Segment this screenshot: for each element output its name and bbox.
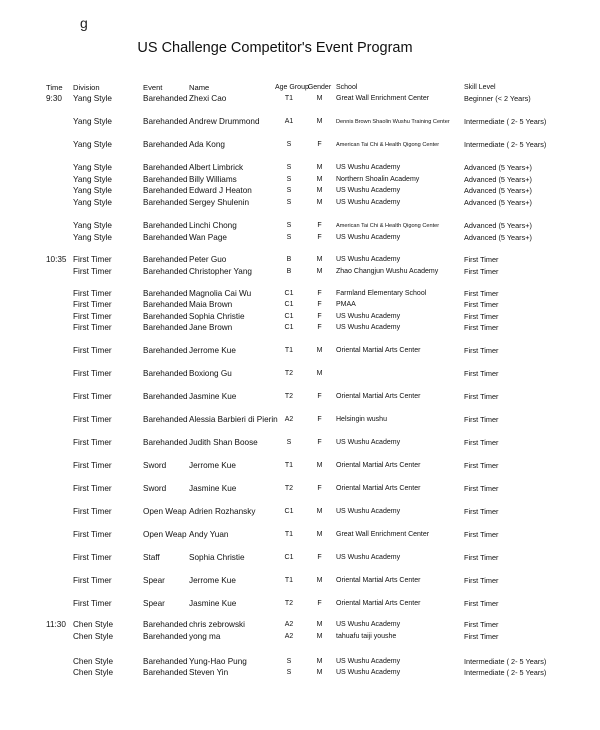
cell-division: First Timer xyxy=(73,576,112,585)
cell-event: Barehanded xyxy=(143,300,188,309)
cell-age-group: S xyxy=(286,141,292,148)
cell-division: First Timer xyxy=(73,438,112,447)
cell-event: Staff xyxy=(143,553,160,562)
cell-division: First Timer xyxy=(73,507,112,516)
cell-school: US Wushu Academy xyxy=(336,439,401,446)
cell-skill-level: Advanced (5 Years+) xyxy=(464,221,532,230)
cell-division: First Timer xyxy=(73,255,112,264)
cell-age-group: C1 xyxy=(284,554,294,561)
cell-name: Sophia Christie xyxy=(189,312,245,321)
cell-event: Barehanded xyxy=(143,312,188,321)
cell-name: Judith Shan Boose xyxy=(189,438,258,447)
cell-event: Spear xyxy=(143,599,165,608)
cell-skill-level: First Timer xyxy=(464,484,499,493)
cell-time: 11:30 xyxy=(46,620,66,629)
cell-school: Oriental Martial Arts Center xyxy=(336,393,421,400)
cell-division: Yang Style xyxy=(73,163,112,172)
cell-event: Barehanded xyxy=(143,198,188,207)
cell-age-group: S xyxy=(286,439,292,446)
cell-division: First Timer xyxy=(73,369,112,378)
cell-school: US Wushu Academy xyxy=(336,658,401,665)
table-row xyxy=(0,116,600,128)
cell-division: First Timer xyxy=(73,415,112,424)
cell-division: First Timer xyxy=(73,530,112,539)
cell-division: First Timer xyxy=(73,323,112,332)
cell-event: Barehanded xyxy=(143,620,188,629)
cell-age-group: A2 xyxy=(284,633,294,640)
cell-school: US Wushu Academy xyxy=(336,199,401,206)
cell-gender: F xyxy=(317,439,322,446)
table-row xyxy=(0,93,600,105)
table-row xyxy=(0,414,600,426)
cell-school: Great Wall Enrichment Center xyxy=(336,95,430,102)
cell-skill-level: Advanced (5 Years+) xyxy=(464,163,532,172)
cell-gender: M xyxy=(316,268,323,275)
cell-school: Dennis Brown Shaolin Wushu Training Center xyxy=(336,119,450,125)
cell-skill-level: First Timer xyxy=(464,461,499,470)
cell-division: First Timer xyxy=(73,461,112,470)
cell-event: Barehanded xyxy=(143,668,188,677)
cell-event: Barehanded xyxy=(143,117,188,126)
table-row xyxy=(0,220,600,232)
header-age-group: Age Group xyxy=(275,84,309,91)
table-row xyxy=(0,299,600,311)
cell-gender: F xyxy=(317,141,322,148)
cell-skill-level: First Timer xyxy=(464,323,499,332)
cell-event: Open Weap xyxy=(143,507,187,516)
cell-school: Helsingin wushu xyxy=(336,416,387,423)
cell-name: chris zebrowski xyxy=(189,620,245,629)
cell-gender: F xyxy=(317,290,322,297)
cell-age-group: S xyxy=(286,187,292,194)
cell-time: 10:35 xyxy=(46,255,67,264)
cell-skill-level: Intermediate ( 2- 5 Years) xyxy=(464,657,547,666)
cell-school: Great Wall Enrichment Center xyxy=(336,531,430,538)
cell-name: Jasmine Kue xyxy=(189,599,237,608)
cell-name: Jasmine Kue xyxy=(189,484,237,493)
table-row xyxy=(0,232,600,244)
cell-skill-level: Beginner (< 2 Years) xyxy=(464,94,531,103)
cell-skill-level: First Timer xyxy=(464,530,499,539)
table-row xyxy=(0,254,600,266)
cell-name: Jane Brown xyxy=(189,323,233,332)
cell-age-group: S xyxy=(286,199,292,206)
cell-name: Wan Page xyxy=(189,233,227,242)
cell-event: Barehanded xyxy=(143,438,188,447)
cell-division: Yang Style xyxy=(73,233,112,242)
cell-school: US Wushu Academy xyxy=(336,313,401,320)
cell-age-group: C1 xyxy=(284,290,294,297)
cell-skill-level: Advanced (5 Years+) xyxy=(464,233,532,242)
cell-name: Linchi Chong xyxy=(189,221,237,230)
cell-age-group: C1 xyxy=(284,313,294,320)
cell-event: Barehanded xyxy=(143,233,188,242)
header-school: School xyxy=(336,84,358,91)
cell-age-group: T1 xyxy=(284,577,294,584)
cell-school: US Wushu Academy xyxy=(336,164,401,171)
cell-name: Christopher Yang xyxy=(189,267,252,276)
cell-age-group: S xyxy=(286,234,292,241)
cell-division: Yang Style xyxy=(73,198,112,207)
table-row xyxy=(0,460,600,472)
cell-age-group: S xyxy=(286,669,292,676)
cell-skill-level: First Timer xyxy=(464,346,499,355)
table-row xyxy=(0,197,600,209)
cell-event: Open Weap xyxy=(143,530,187,539)
cell-gender: M xyxy=(316,370,323,377)
cell-age-group: A2 xyxy=(284,621,294,628)
cell-division: First Timer xyxy=(73,484,112,493)
cell-name: Jerrome Kue xyxy=(189,346,236,355)
cell-age-group: C1 xyxy=(284,508,294,515)
cell-division: Yang Style xyxy=(73,117,112,126)
cell-name: Jerrome Kue xyxy=(189,461,236,470)
cell-school: Oriental Martial Arts Center xyxy=(336,462,421,469)
cell-gender: F xyxy=(317,554,322,561)
cell-age-group: T2 xyxy=(284,600,294,607)
table-row xyxy=(0,266,600,278)
cell-skill-level: Advanced (5 Years+) xyxy=(464,186,532,195)
cell-division: First Timer xyxy=(73,599,112,608)
table-row xyxy=(0,391,600,403)
cell-event: Barehanded xyxy=(143,632,188,641)
cell-school: Farmland Elementary School xyxy=(336,290,427,297)
document-title: US Challenge Competitor's Event Program xyxy=(137,40,413,56)
cell-event: Barehanded xyxy=(143,415,188,424)
cell-school: tahuafu taiji youshe xyxy=(336,633,397,640)
cell-gender: F xyxy=(317,234,322,241)
cell-event: Barehanded xyxy=(143,255,188,264)
cell-event: Barehanded xyxy=(143,289,188,298)
cell-name: Adrien Rozhansky xyxy=(189,507,256,516)
cell-division: Yang Style xyxy=(73,186,112,195)
cell-skill-level: Intermediate ( 2- 5 Years) xyxy=(464,668,547,677)
table-row xyxy=(0,506,600,518)
cell-age-group: T2 xyxy=(284,485,294,492)
cell-event: Barehanded xyxy=(143,140,188,149)
cell-school: US Wushu Academy xyxy=(336,554,401,561)
cell-school: US Wushu Academy xyxy=(336,256,401,263)
table-row xyxy=(0,345,600,357)
cell-school: American Tai Chi & Health Qigong Center xyxy=(336,142,440,148)
cell-skill-level: First Timer xyxy=(464,300,499,309)
cell-school: US Wushu Academy xyxy=(336,621,401,628)
cell-event: Spear xyxy=(143,576,165,585)
cell-gender: M xyxy=(316,508,323,515)
cell-event: Barehanded xyxy=(143,323,188,332)
cell-division: First Timer xyxy=(73,267,112,276)
cell-gender: M xyxy=(316,176,323,183)
cell-gender: M xyxy=(316,658,323,665)
cell-division: First Timer xyxy=(73,346,112,355)
cell-gender: M xyxy=(316,164,323,171)
cell-event: Sword xyxy=(143,484,167,493)
cell-skill-level: Advanced (5 Years+) xyxy=(464,198,532,207)
cell-division: First Timer xyxy=(73,392,112,401)
cell-name: yong ma xyxy=(189,632,221,641)
cell-gender: F xyxy=(317,485,322,492)
cell-event: Barehanded xyxy=(143,94,188,103)
cell-skill-level: First Timer xyxy=(464,507,499,516)
table-row xyxy=(0,437,600,449)
header-event: Event xyxy=(143,83,163,92)
table-row xyxy=(0,483,600,495)
cell-skill-level: First Timer xyxy=(464,267,499,276)
cell-skill-level: First Timer xyxy=(464,289,499,298)
cell-age-group: B xyxy=(286,256,292,263)
cell-skill-level: First Timer xyxy=(464,599,499,608)
cell-name: Boxiong Gu xyxy=(189,369,232,378)
table-row xyxy=(0,185,600,197)
table-row xyxy=(0,368,600,380)
cell-division: Yang Style xyxy=(73,140,112,149)
header-name: Name xyxy=(189,83,210,92)
cell-skill-level: Advanced (5 Years+) xyxy=(464,175,532,184)
table-row xyxy=(0,139,600,151)
cell-name: Jasmine Kue xyxy=(189,392,237,401)
cell-division: First Timer xyxy=(73,289,112,298)
cell-skill-level: First Timer xyxy=(464,620,499,629)
cell-school: Oriental Martial Arts Center xyxy=(336,347,421,354)
cell-age-group: T1 xyxy=(284,531,294,538)
cell-age-group: T2 xyxy=(284,370,294,377)
cell-school: Oriental Martial Arts Center xyxy=(336,577,421,584)
cell-skill-level: First Timer xyxy=(464,632,499,641)
cell-age-group: C1 xyxy=(284,301,294,308)
cell-name: Andy Yuan xyxy=(189,530,229,539)
table-row xyxy=(0,667,600,679)
cell-gender: F xyxy=(317,324,322,331)
cell-event: Barehanded xyxy=(143,221,188,230)
cell-school: US Wushu Academy xyxy=(336,234,401,241)
cell-school: US Wushu Academy xyxy=(336,187,401,194)
cell-division: Yang Style xyxy=(73,175,112,184)
cell-gender: F xyxy=(317,393,322,400)
cell-school: Oriental Martial Arts Center xyxy=(336,485,421,492)
cell-name: Albert Limbrick xyxy=(189,163,244,172)
cell-skill-level: Intermediate ( 2- 5 Years) xyxy=(464,140,547,149)
cell-age-group: B xyxy=(286,268,292,275)
cell-school: US Wushu Academy xyxy=(336,508,401,515)
cell-school: Northern Shoalin Academy xyxy=(336,176,420,183)
cell-school: American Tai Chi & Health Qigong Center xyxy=(336,223,440,229)
header-skill-level: Skill Level xyxy=(464,84,496,91)
cell-name: Sergey Shulenin xyxy=(189,198,250,207)
cell-division: Yang Style xyxy=(73,221,112,230)
cell-gender: F xyxy=(317,301,322,308)
header-division: Division xyxy=(73,83,100,92)
cell-age-group: C1 xyxy=(284,324,294,331)
cell-division: Chen Style xyxy=(73,620,114,629)
cell-time: 9:30 xyxy=(46,94,62,103)
cell-age-group: S xyxy=(286,658,292,665)
cell-name: Andrew Drummond xyxy=(189,117,260,126)
cell-event: Barehanded xyxy=(143,186,188,195)
table-row xyxy=(0,162,600,174)
cell-skill-level: First Timer xyxy=(464,255,499,264)
table-row xyxy=(0,529,600,541)
cell-name: Magnolia Cai Wu xyxy=(189,289,252,298)
table-row xyxy=(0,322,600,334)
cell-gender: F xyxy=(317,313,322,320)
cell-gender: M xyxy=(316,621,323,628)
cell-division: Chen Style xyxy=(73,668,114,677)
cell-gender: M xyxy=(316,669,323,676)
cell-event: Barehanded xyxy=(143,163,188,172)
cell-gender: F xyxy=(317,416,322,423)
cell-division: Chen Style xyxy=(73,632,114,641)
cell-gender: M xyxy=(316,531,323,538)
cell-age-group: T1 xyxy=(284,95,294,102)
cell-name: Jerrome Kue xyxy=(189,576,236,585)
cell-name: Maia Brown xyxy=(189,300,233,309)
cell-age-group: S xyxy=(286,222,292,229)
cell-division: First Timer xyxy=(73,553,112,562)
cell-gender: M xyxy=(316,95,323,102)
cell-age-group: A2 xyxy=(284,416,294,423)
cell-name: Peter Guo xyxy=(189,255,227,264)
cell-event: Barehanded xyxy=(143,392,188,401)
cell-gender: M xyxy=(316,462,323,469)
cell-division: Yang Style xyxy=(73,94,112,103)
cell-skill-level: First Timer xyxy=(464,415,499,424)
cell-age-group: T2 xyxy=(284,393,294,400)
cell-gender: M xyxy=(316,633,323,640)
cell-gender: F xyxy=(317,222,322,229)
cell-event: Barehanded xyxy=(143,346,188,355)
table-row xyxy=(0,598,600,610)
cell-gender: M xyxy=(316,187,323,194)
cell-school: US Wushu Academy xyxy=(336,669,401,676)
cell-division: First Timer xyxy=(73,300,112,309)
cell-school: Zhao Changjun Wushu Academy xyxy=(336,268,439,275)
cell-school: PMAA xyxy=(336,301,356,308)
cell-name: Zhexi Cao xyxy=(189,94,227,103)
cell-event: Barehanded xyxy=(143,175,188,184)
cell-school: US Wushu Academy xyxy=(336,324,401,331)
cell-event: Barehanded xyxy=(143,369,188,378)
cell-skill-level: Intermediate ( 2- 5 Years) xyxy=(464,117,547,126)
cell-division: Chen Style xyxy=(73,657,114,666)
table-row xyxy=(0,552,600,564)
cell-event: Sword xyxy=(143,461,167,470)
cell-skill-level: First Timer xyxy=(464,553,499,562)
cell-gender: M xyxy=(316,199,323,206)
cell-division: First Timer xyxy=(73,312,112,321)
cell-gender: M xyxy=(316,256,323,263)
cell-age-group: T1 xyxy=(284,347,294,354)
table-row xyxy=(0,575,600,587)
cell-name: Steven Yin xyxy=(189,668,229,677)
header-time: Time xyxy=(46,83,63,92)
cell-skill-level: First Timer xyxy=(464,369,499,378)
header-gender: Gender xyxy=(307,84,332,91)
cell-skill-level: First Timer xyxy=(464,312,499,321)
cell-name: Yung-Hao Pung xyxy=(189,657,247,666)
table-row xyxy=(0,619,600,631)
table-row xyxy=(0,631,600,643)
cell-age-group: T1 xyxy=(284,462,294,469)
cell-skill-level: First Timer xyxy=(464,392,499,401)
cell-skill-level: First Timer xyxy=(464,438,499,447)
cell-age-group: A1 xyxy=(284,118,294,125)
cell-event: Barehanded xyxy=(143,267,188,276)
cell-name: Billy Williams xyxy=(189,175,237,184)
cell-school: Oriental Martial Arts Center xyxy=(336,600,421,607)
cell-gender: M xyxy=(316,577,323,584)
cell-name: Sophia Christie xyxy=(189,553,245,562)
cell-age-group: S xyxy=(286,164,292,171)
cell-gender: M xyxy=(316,347,323,354)
cell-gender: F xyxy=(317,600,322,607)
cell-name: Ada Kong xyxy=(189,140,225,149)
cell-skill-level: First Timer xyxy=(464,576,499,585)
cropped-heading-fragment: g xyxy=(80,15,88,31)
cell-age-group: S xyxy=(286,176,292,183)
cell-gender: M xyxy=(316,118,323,125)
cell-event: Barehanded xyxy=(143,657,188,666)
cell-name: Alessia Barbieri di Pierin xyxy=(189,415,278,424)
cell-name: Edward J Heaton xyxy=(189,186,252,195)
